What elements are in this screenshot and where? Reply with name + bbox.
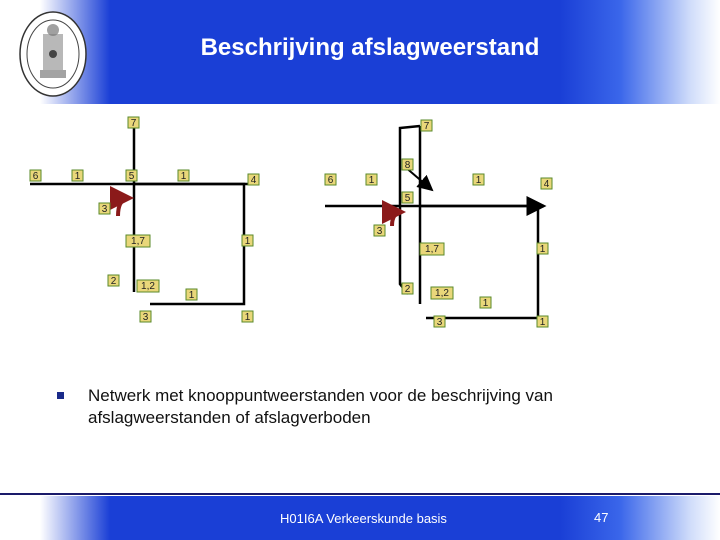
right-label xyxy=(431,287,453,299)
svg-text:3: 3 xyxy=(142,312,149,323)
left-label xyxy=(242,311,253,323)
left-labels xyxy=(30,117,259,323)
right-label xyxy=(480,297,491,309)
svg-text:1: 1 xyxy=(539,317,546,328)
svg-text:3: 3 xyxy=(101,204,108,215)
left-label xyxy=(72,170,83,182)
svg-text:2: 2 xyxy=(404,284,411,295)
svg-text:1: 1 xyxy=(74,171,81,182)
left-turn-arrow xyxy=(118,198,130,216)
right-label xyxy=(402,283,413,295)
right-label xyxy=(473,174,484,186)
svg-text:1: 1 xyxy=(475,175,482,186)
svg-text:8: 8 xyxy=(404,160,411,171)
right-label xyxy=(402,192,413,204)
svg-text:1: 1 xyxy=(368,175,375,186)
svg-text:6: 6 xyxy=(327,175,334,186)
left-label xyxy=(186,289,197,301)
left-label xyxy=(126,170,137,182)
svg-text:3: 3 xyxy=(376,226,383,237)
left-network xyxy=(30,126,252,304)
svg-text:1: 1 xyxy=(188,290,195,301)
svg-text:3: 3 xyxy=(436,317,443,328)
left-label xyxy=(126,235,150,247)
bullet-text: Netwerk met knooppuntweerstanden voor de beschrijving van afslagweerstanden of afslagverboden xyxy=(88,386,553,427)
footer-course-label: H01I6A Verkeerskunde basis xyxy=(280,511,447,526)
left-label xyxy=(242,235,253,247)
university-seal xyxy=(18,10,88,98)
svg-text:4: 4 xyxy=(250,175,257,186)
slide-title: Beschrijving afslagweerstand xyxy=(200,34,540,61)
left-label xyxy=(128,117,139,129)
right-label xyxy=(402,159,413,171)
left-label xyxy=(140,311,151,323)
right-label xyxy=(366,174,377,186)
right-label xyxy=(374,225,385,237)
right-label xyxy=(537,243,548,255)
network-diagram xyxy=(0,104,720,344)
right-label xyxy=(421,120,432,132)
left-label xyxy=(99,203,110,215)
right-loop-road xyxy=(420,206,538,318)
right-label xyxy=(537,316,548,328)
svg-text:4: 4 xyxy=(543,179,550,190)
svg-text:7: 7 xyxy=(423,121,430,132)
right-label xyxy=(541,178,552,190)
right-vertical-road xyxy=(400,126,420,294)
svg-text:5: 5 xyxy=(128,171,135,182)
svg-text:1: 1 xyxy=(244,312,251,323)
svg-text:7: 7 xyxy=(130,118,137,129)
left-label xyxy=(178,170,189,182)
svg-text:1,7: 1,7 xyxy=(425,244,439,255)
svg-text:1: 1 xyxy=(180,171,187,182)
left-label xyxy=(248,174,259,186)
svg-text:1: 1 xyxy=(482,298,489,309)
svg-text:1: 1 xyxy=(244,236,251,247)
right-label xyxy=(420,243,444,255)
footer-divider xyxy=(0,493,720,495)
left-label xyxy=(108,275,119,287)
right-label xyxy=(434,316,445,328)
right-labels xyxy=(325,120,552,328)
right-label xyxy=(325,174,336,186)
svg-text:1,7: 1,7 xyxy=(131,236,145,247)
svg-text:6: 6 xyxy=(32,171,39,182)
bullet-marker xyxy=(57,392,64,399)
svg-text:1,2: 1,2 xyxy=(435,288,449,299)
svg-text:1,2: 1,2 xyxy=(141,281,155,292)
svg-text:1: 1 xyxy=(539,244,546,255)
svg-text:2: 2 xyxy=(110,276,117,287)
page-number: 47 xyxy=(594,510,609,525)
svg-text:5: 5 xyxy=(404,193,411,204)
left-label xyxy=(30,170,41,182)
left-label xyxy=(137,280,159,292)
